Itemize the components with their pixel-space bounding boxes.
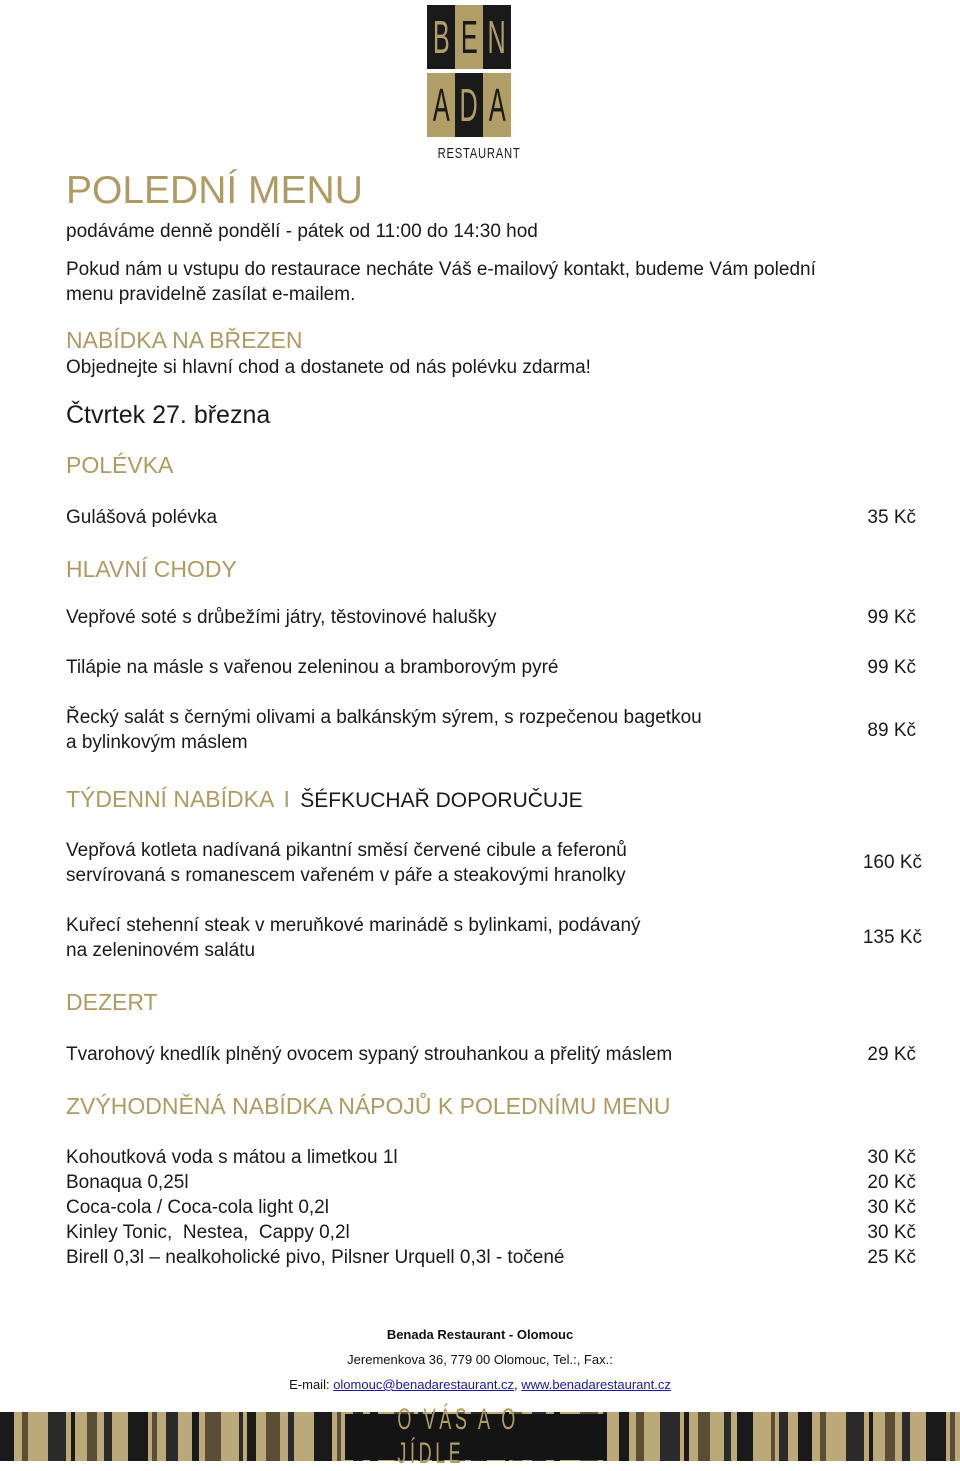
- soup-heading: POLÉVKA: [66, 452, 174, 478]
- stripe: [239, 1412, 243, 1461]
- menu-item-price: 135 Kč: [862, 927, 922, 948]
- stripe: [0, 1412, 14, 1461]
- footer-comma: ,: [514, 1377, 522, 1392]
- stripe: [266, 1412, 280, 1461]
- drinks-heading: ZVÝHODNĚNÁ NABÍDKA NÁPOJŮ K POLEDNÍMU MENU: [66, 1093, 671, 1119]
- stripe: [104, 1412, 112, 1461]
- menu-item-name-line2: servírovaná s romanescem vařeném v páře a steakovými hranolky: [66, 865, 626, 886]
- stripe: [71, 1412, 75, 1461]
- dessert-heading: DEZERT: [66, 989, 158, 1015]
- menu-item-name: Vepřové soté s drůbežími játry, těstovinové halušky: [66, 607, 497, 628]
- stripe: [152, 1412, 157, 1461]
- menu-item-name: Tilápie na másle s vařenou zeleninou a bramborovým pyré: [66, 657, 559, 678]
- logo-letter: E: [455, 5, 483, 69]
- stripe: [166, 1412, 178, 1461]
- stripe: [636, 1412, 644, 1461]
- email-link[interactable]: olomouc@benadarestaurant.cz: [333, 1377, 515, 1392]
- footer-slogan-box: [345, 1403, 607, 1470]
- stripe: [737, 1412, 753, 1461]
- stripe: [869, 1412, 873, 1461]
- stripe: [798, 1412, 812, 1461]
- menu-item-price: 35 Kč: [867, 507, 916, 528]
- newsletter-text-line1: Pokud nám u vstupu do restaurace necháte Váš e-mailový kontakt, budeme Vám polední: [66, 259, 816, 280]
- restaurant-logo: [427, 5, 521, 162]
- weekly-heading: [66, 785, 583, 815]
- website-link[interactable]: www.benadarestaurant.cz: [521, 1377, 671, 1392]
- email-label: E-mail:: [289, 1377, 334, 1392]
- menu-item-price: 99 Kč: [867, 657, 916, 678]
- stripe: [820, 1412, 826, 1461]
- stripe: [660, 1412, 680, 1461]
- drink-item-name: Bonaqua 0,25l: [66, 1172, 189, 1193]
- logo-letter: A: [483, 73, 511, 137]
- logo-letter: D: [455, 73, 483, 137]
- stripe: [619, 1412, 629, 1461]
- stripe: [87, 1412, 97, 1461]
- stripe: [192, 1412, 199, 1461]
- menu-item-name-line1: Řecký salát s černými olivami a balkánským sýrem, s rozpečenou bagetkou: [66, 707, 702, 728]
- stripe: [902, 1412, 910, 1461]
- menu-item-name: Tvarohový knedlík plněný ovocem sypaný strouhankou a přelitý máslem: [66, 1044, 673, 1065]
- stripe: [48, 1412, 66, 1461]
- drink-item-price: 30 Kč: [867, 1147, 916, 1168]
- menu-item-name-line2: na zeleninovém salátu: [66, 940, 256, 961]
- drink-item-price: 20 Kč: [867, 1172, 916, 1193]
- drink-item-name: Kohoutková voda s mátou a limetkou 1l: [66, 1147, 398, 1168]
- serving-hours: podáváme denně pondělí - pátek od 11:00 do 14:30 hod: [66, 221, 538, 242]
- stripe: [846, 1412, 864, 1461]
- footer-restaurant-name: Benada Restaurant - Olomouc: [386, 1327, 574, 1342]
- menu-item-name-line1: Kuřecí stehenní steak v meruňkové marinádě s bylinkami, podávaný: [66, 915, 641, 936]
- newsletter-text-line2: menu pravidelně zasílat e-mailem.: [66, 284, 356, 305]
- stripe: [314, 1412, 332, 1461]
- footer-contact: [0, 1377, 960, 1393]
- drink-item-price: 30 Kč: [867, 1197, 916, 1218]
- drink-item-price: 30 Kč: [867, 1222, 916, 1243]
- stripe: [724, 1412, 731, 1461]
- mains-heading: HLAVNÍ CHODY: [66, 556, 237, 582]
- menu-date: Čtvrtek 27. března: [66, 401, 271, 429]
- stripe: [950, 1412, 955, 1461]
- menu-item-price: 89 Kč: [867, 720, 916, 741]
- stripe: [205, 1412, 221, 1461]
- weekly-heading-subtitle: ŠÉFKUCHAŘ DOPORUČUJE: [300, 789, 583, 812]
- stripe: [22, 1412, 28, 1461]
- stripe: [698, 1412, 710, 1461]
- footer-slogan: O VÁS A O JÍDLE: [397, 1403, 519, 1470]
- offer-heading: NABÍDKA NA BŘEZEN: [66, 327, 303, 353]
- weekly-heading-separator: I: [283, 786, 290, 812]
- stripe: [337, 1412, 341, 1461]
- drink-item-name: Kinley Tonic, Nestea, Cappy 0,2l: [66, 1222, 350, 1243]
- stripe: [247, 1412, 256, 1461]
- stripe: [128, 1412, 148, 1461]
- stripe: [926, 1412, 946, 1461]
- drink-item-name: Birell 0,3l – nealkoholické pivo, Pilsner Urquell 0,3l - točené: [66, 1247, 565, 1268]
- menu-item-name-line1: Vepřová kotleta nadívaná pikantní směsí červené cibule a feferonů: [66, 840, 627, 861]
- menu-item-price: 29 Kč: [867, 1044, 916, 1065]
- stripe: [288, 1412, 294, 1461]
- drink-item-name: Coca-cola / Coca-cola light 0,2l: [66, 1197, 329, 1218]
- logo-letter: N: [483, 5, 511, 69]
- offer-text: Objednejte si hlavní chod a dostanete od nás polévku zdarma!: [66, 357, 591, 378]
- logo-letter: B: [427, 5, 455, 69]
- weekly-heading-title: TÝDENNÍ NABÍDKA: [66, 786, 274, 812]
- stripe: [771, 1412, 775, 1461]
- page-title: POLEDNÍ MENU: [66, 169, 363, 212]
- drink-item-price: 25 Kč: [867, 1247, 916, 1268]
- stripe: [684, 1412, 689, 1461]
- stripe: [779, 1412, 788, 1461]
- footer-address: Jeremenkova 36, 779 00 Olomouc, Tel.:, Fax.:: [347, 1352, 613, 1367]
- menu-item-name: Gulášová polévka: [66, 507, 218, 528]
- logo-subtitle: RESTAURANT: [437, 145, 521, 162]
- stripe: [885, 1412, 895, 1461]
- menu-item-name-line2: a bylinkovým máslem: [66, 732, 248, 753]
- menu-item-price: 160 Kč: [862, 852, 922, 873]
- menu-item-price: 99 Kč: [867, 607, 916, 628]
- logo-letter: A: [427, 73, 455, 137]
